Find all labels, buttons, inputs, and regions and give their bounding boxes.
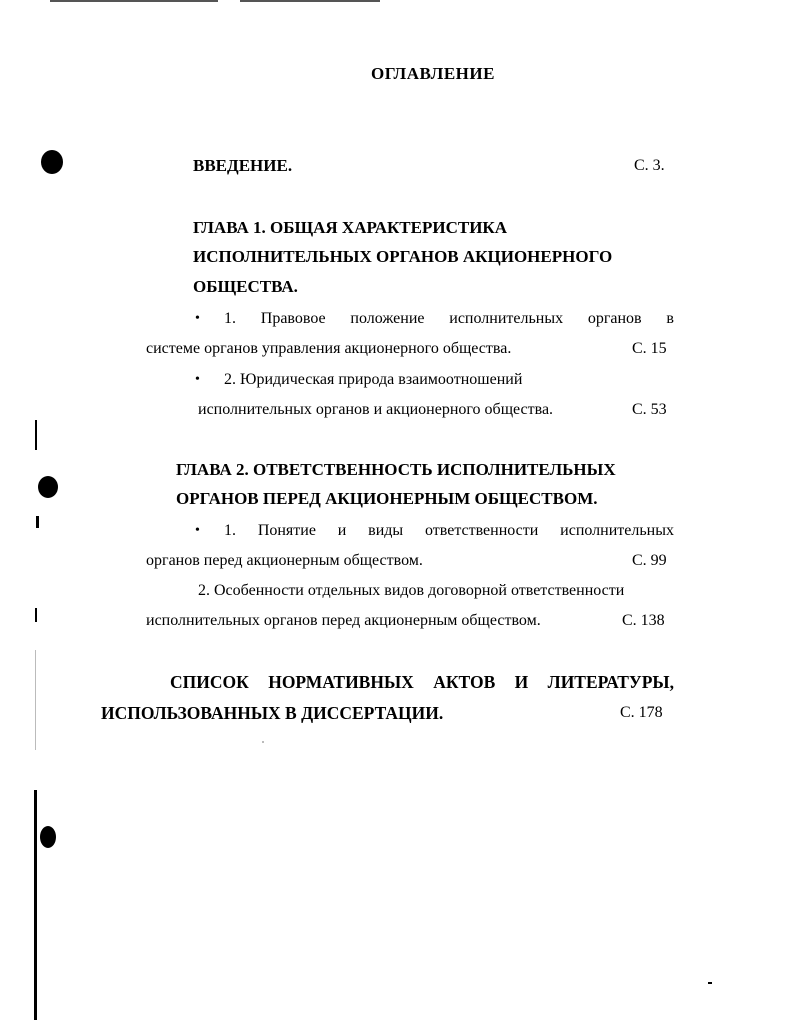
toc-word: исполнительных xyxy=(449,310,564,327)
bibliography-line: ИСПОЛЬЗОВАННЫХ В ДИССЕРТАЦИИ. xyxy=(101,703,444,723)
toc-word: положение xyxy=(350,310,425,327)
punch-hole-bottom xyxy=(40,826,56,848)
scan-mark xyxy=(34,790,37,1020)
toc-line: 2. Особенности отдельных видов договорной ответственности xyxy=(198,582,625,599)
punch-hole-top xyxy=(41,150,63,174)
punch-hole-middle xyxy=(38,476,58,498)
toc-line: системе органов управления акционерного общества. xyxy=(146,340,512,357)
toc-line: исполнительных органов и акционерного общества. xyxy=(198,401,554,418)
scan-line-top-2 xyxy=(240,0,380,2)
bullet-icon: • xyxy=(195,372,200,387)
toc-line: органов перед акционерным обществом. xyxy=(146,552,423,569)
toc-word: Правовое xyxy=(260,310,326,327)
toc-word: 1. xyxy=(224,310,236,327)
toc-page-number: С. 138 xyxy=(622,612,665,629)
toc-page-number: С. 99 xyxy=(632,552,667,569)
toc-word: исполнительных xyxy=(560,522,674,539)
toc-page-number: С. 53 xyxy=(632,401,667,418)
chapter2-title-line: ОРГАНОВ ПЕРЕД АКЦИОНЕРНЫМ ОБЩЕСТВОМ. xyxy=(176,489,598,508)
chapter1-title-line: ОБЩЕСТВА. xyxy=(193,277,298,296)
toc-word: АКТОВ xyxy=(433,672,496,692)
scan-mark xyxy=(36,516,39,528)
bullet-icon: • xyxy=(195,311,200,326)
intro-page: С. 3. xyxy=(634,157,665,174)
intro-label: ВВЕДЕНИЕ. xyxy=(193,156,293,175)
toc-word: Понятие xyxy=(257,522,316,539)
chapter2-title-line: ГЛАВА 2. ОТВЕТСТВЕННОСТЬ ИСПОЛНИТЕЛЬНЫХ xyxy=(176,460,616,479)
chapter1-title-line: ГЛАВА 1. ОБЩАЯ ХАРАКТЕРИСТИКА xyxy=(193,218,508,237)
toc-line-justified xyxy=(224,522,674,540)
toc-word: виды xyxy=(368,522,404,539)
toc-word: 1. xyxy=(224,522,236,539)
scan-mark xyxy=(35,608,37,622)
toc-word: ответственности xyxy=(424,522,539,539)
scan-mark-faint xyxy=(262,741,264,743)
toc-word: И xyxy=(514,672,529,692)
toc-word: и xyxy=(337,522,347,539)
toc-page-number: С. 15 xyxy=(632,340,667,357)
scan-mark xyxy=(35,420,37,450)
toc-line-justified xyxy=(224,310,674,328)
toc-word: НОРМАТИВНЫХ xyxy=(268,672,414,692)
scan-line-top-1 xyxy=(50,0,218,2)
toc-line: исполнительных органов перед акционерным обществом. xyxy=(146,612,541,629)
toc-line: 2. Юридическая природа взаимоотношений xyxy=(224,371,523,388)
toc-word: органов xyxy=(587,310,642,327)
chapter1-title-line: ИСПОЛНИТЕЛЬНЫХ ОРГАНОВ АКЦИОНЕРНОГО xyxy=(193,247,613,266)
scan-mark-faint xyxy=(35,650,36,750)
scan-mark xyxy=(708,982,712,984)
toc-word: СПИСОК xyxy=(170,672,249,692)
toc-page-number: С. 178 xyxy=(620,704,663,721)
bibliography-line-justified xyxy=(170,672,674,693)
toc-word: ЛИТЕРАТУРЫ, xyxy=(547,672,674,692)
bullet-icon: • xyxy=(195,523,200,538)
toc-word: в xyxy=(666,310,674,327)
page-title: ОГЛАВЛЕНИЕ xyxy=(371,64,495,83)
